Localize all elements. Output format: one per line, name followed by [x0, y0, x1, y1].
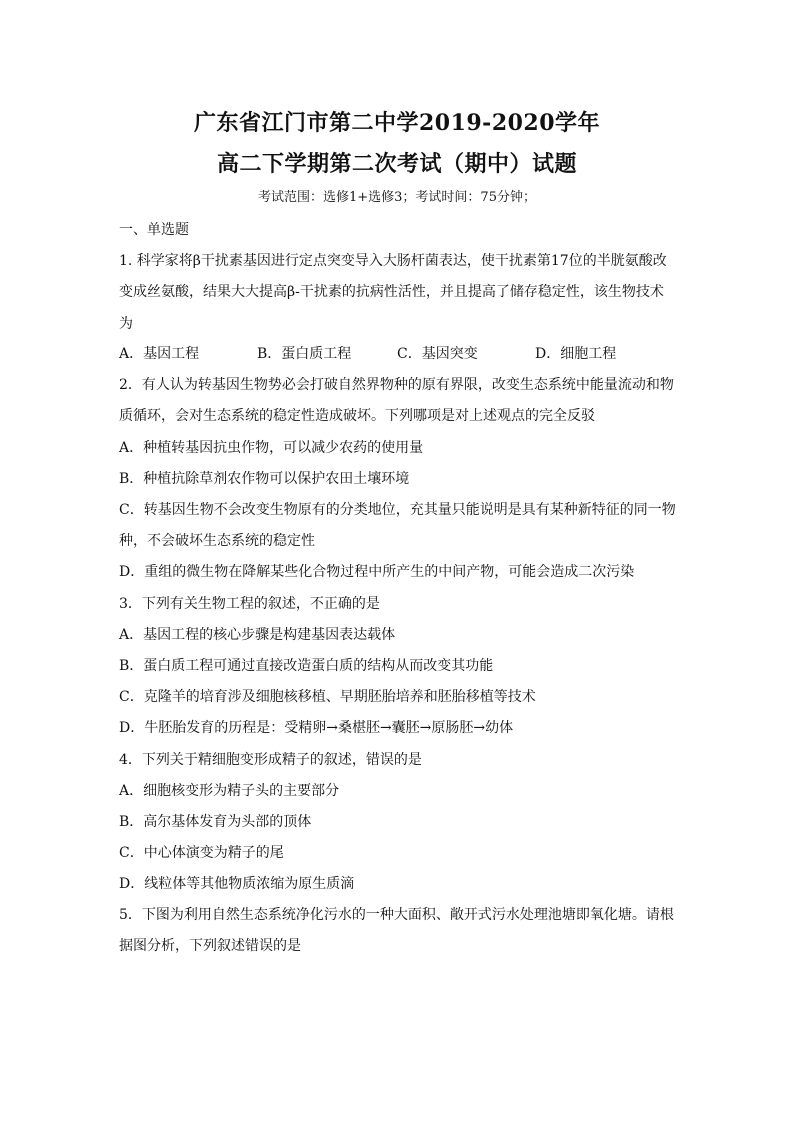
q2-line: 2．有人认为转基因生物势必会打破自然界物种的原有界限，改变生态系统中能量流动和物 — [119, 377, 674, 393]
q1-option-b: B．蛋白质工程 — [257, 346, 352, 362]
q3-option-c: C．克隆羊的培育涉及细胞核移植、早期胚胎培养和胚胎移植等技术 — [119, 689, 536, 705]
exam-title-line1: 广东省江门市第二中学2019-2020学年 — [193, 110, 601, 136]
q2-option-a: A．种植转基因抗虫作物，可以减少农药的使用量 — [119, 440, 424, 456]
q2-line: 质循环，会对生态系统的稳定性造成破坏。下列哪项是对上述观点的完全反驳 — [119, 408, 595, 424]
exam-title-line2: 高二下学期第二次考试（期中）试题 — [216, 151, 577, 177]
q3-line: 3．下列有关生物工程的叙述，不正确的是 — [119, 596, 380, 612]
q5-line: 5．下图为利用自然生态系统净化污水的一种大面积、敞开式污水处理池塘即氧化塘。请根 — [119, 907, 674, 923]
q2-option-c: C．转基因生物不会改变生物原有的分类地位，充其量只能说明是具有某种新特征的同一物 — [119, 502, 676, 518]
q1-line: 变成丝氨酸，结果大大提高β-干扰素的抗病性活性，并且提高了储存稳定性，该生物技术 — [119, 284, 664, 300]
q2-option-d: D．重组的微生物在降解某些化合物过程中所产生的中间产物，可能会造成二次污染 — [119, 564, 635, 580]
q1-line: 为 — [119, 316, 133, 332]
section-heading: 一、单选题 — [119, 222, 189, 238]
q5-line: 据图分析，下列叙述错误的是 — [119, 938, 301, 954]
q4-option-a: A．细胞核变形为精子头的主要部分 — [119, 783, 340, 799]
q2-option-b: B．种植抗除草剂农作物可以保护农田土壤环境 — [119, 471, 410, 487]
q4-line: 4．下列关于精细胞变形成精子的叙述，错误的是 — [119, 752, 422, 768]
q1-option-d: D．细胞工程 — [535, 346, 617, 362]
q1-option-c: C．基因突变 — [397, 346, 478, 362]
q4-option-b: B．高尔基体发育为头部的顶体 — [119, 814, 312, 830]
q2-option-c-cont: 种，不会破坏生态系统的稳定性 — [119, 533, 315, 549]
q1-line: 1. 科学家将β干扰素基因进行定点突变导入大肠杆菌表达，使干扰素第17位的半胱氨酸改 — [119, 253, 667, 269]
q3-option-a: A．基因工程的核心步骤是构建基因表达载体 — [119, 627, 396, 643]
exam-info: 考试范围：选修1+选修3；考试时间：75分钟； — [258, 190, 536, 205]
q3-option-b: B．蛋白质工程可通过直接改造蛋白质的结构从而改变其功能 — [119, 658, 494, 674]
q3-option-d: D．牛胚胎发育的历程是：受精卵→桑椹胚→囊胚→原肠胚→幼体 — [119, 720, 514, 736]
q1-option-a: A．基因工程 — [119, 346, 200, 362]
q4-option-d: D．线粒体等其他物质浓缩为原生质滴 — [119, 876, 355, 892]
q4-option-c: C．中心体演变为精子的尾 — [119, 845, 284, 861]
